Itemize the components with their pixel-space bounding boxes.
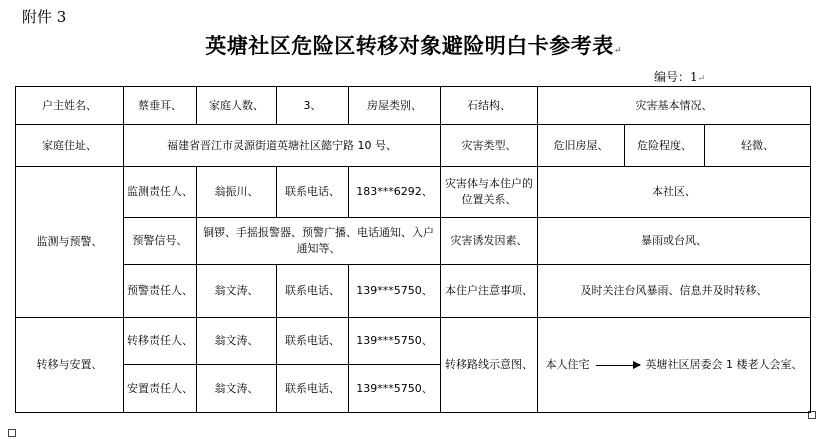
monitoring-section-label: 监测与预警、 [16,167,124,318]
transfer-section-label: 转移与安置、 [16,318,124,413]
position-relation-label: 灾害体与本住户的位置关系、 [441,167,538,218]
danger-level-label: 危险程度、 [625,125,705,167]
table-row [16,318,811,365]
address-value: 福建省晋江市灵源街道英塘社区懿宁路 10 号、 [124,125,441,167]
route-destination: 英塘社区居委会 1 楼老人会室、 [645,358,803,371]
warning-phone-label: 联系电话、 [277,265,349,318]
disaster-type-value: 危旧房屋、 [538,125,625,167]
warning-signal-value: 铜锣、手摇报警器、预警广播、电话通知、入户通知等、 [197,218,441,265]
warning-phone-value: 139***5750、 [349,265,441,318]
route-map-label: 转移路线示意图、 [441,318,538,413]
warning-signal-label: 预警信号、 [124,218,197,265]
household-size-value: 3、 [277,87,349,125]
owner-name-label: 户主姓名、 [16,87,124,125]
danger-level-value: 轻微、 [705,125,811,167]
warning-person-label: 预警责任人、 [124,265,197,318]
attachment-label: 附件 3 [22,8,67,26]
monitor-phone-value: 183***6292、 [349,167,441,218]
transfer-phone-value: 139***5750、 [349,318,441,365]
table-row [16,265,811,318]
table-anchor-handle[interactable] [8,429,16,437]
house-type-value: 石结构、 [441,87,538,125]
transfer-phone-label: 联系电话、 [277,318,349,365]
settle-phone-label: 联系电话、 [277,365,349,413]
monitor-person-label: 监测责任人、 [124,167,197,218]
position-relation-value: 本社区、 [538,167,811,218]
transfer-person-value: 翁文涛、 [197,318,277,365]
evacuation-card-table [15,86,811,413]
monitor-phone-label: 联系电话、 [277,167,349,218]
page-title: 英塘社区危险区转移对象避险明白卡参考表↵ [205,33,622,58]
table-row [16,167,811,218]
address-label: 家庭住址、 [16,125,124,167]
table-row [16,125,811,167]
route-arrow-icon [596,365,640,366]
warning-person-value: 翁文涛、 [197,265,277,318]
settle-person-value: 翁文涛、 [197,365,277,413]
trigger-factor-label: 灾害诱发因素、 [441,218,538,265]
household-notice-label: 本住户注意事项、 [441,265,538,318]
route-origin: 本人住宅 [545,358,590,371]
owner-name-value: 蔡垂耳、 [124,87,197,125]
household-notice-value: 及时关注台风暴雨、信息并及时转移、 [538,265,811,318]
table-row [16,87,811,125]
settle-person-label: 安置责任人、 [124,365,197,413]
table-row [16,218,811,265]
trigger-factor-value: 暴雨或台风、 [538,218,811,265]
household-size-label: 家庭人数、 [197,87,277,125]
house-type-label: 房屋类别、 [349,87,441,125]
monitor-person-value: 翁振川、 [197,167,277,218]
disaster-info-header: 灾害基本情况、 [538,87,811,125]
transfer-person-label: 转移责任人、 [124,318,197,365]
route-map-diagram [538,318,811,413]
serial-number: 编号：1↵ [654,70,706,84]
settle-phone-value: 139***5750、 [349,365,441,413]
disaster-type-label: 灾害类型、 [441,125,538,167]
